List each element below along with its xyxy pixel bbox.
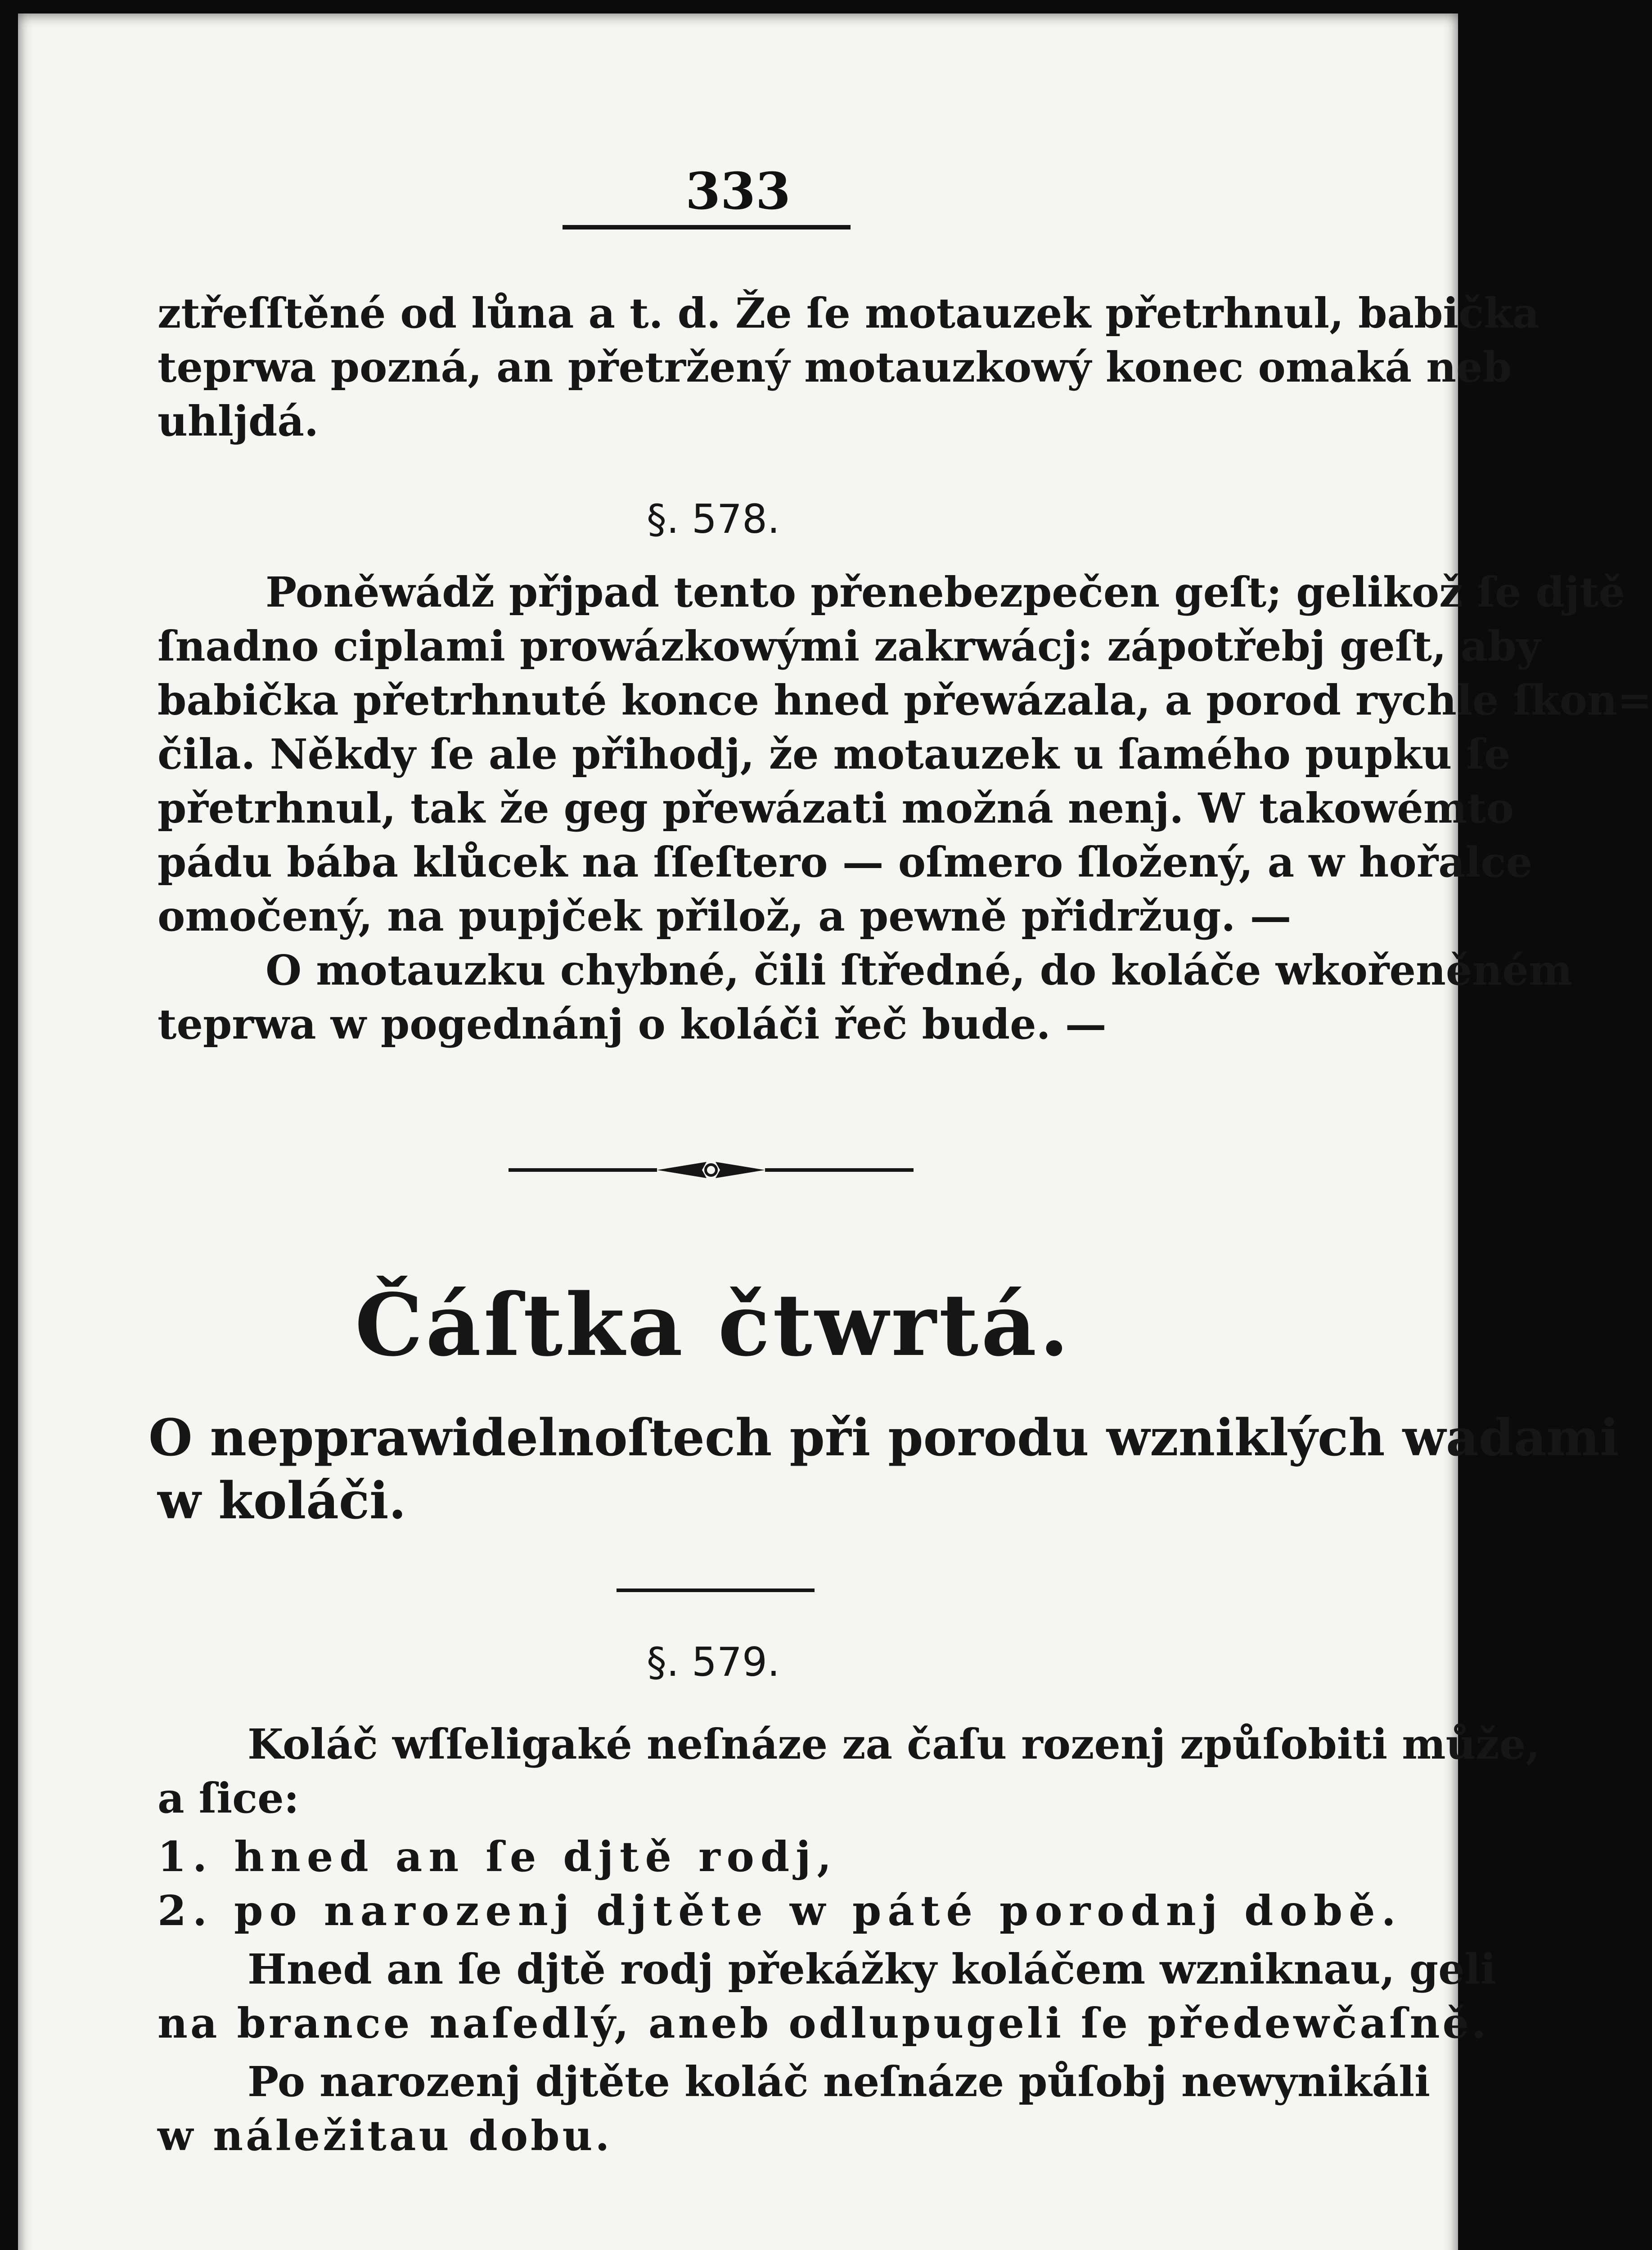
subtitle-rule bbox=[617, 1588, 815, 1592]
header-rule bbox=[563, 225, 851, 230]
text-line: teprwa pozná, an přetržený motauzkowý konec omaká neb bbox=[158, 343, 1512, 392]
section-number-578: §. 578. bbox=[647, 496, 780, 542]
text-line: uhljdá. bbox=[158, 397, 319, 446]
text-line: pádu bába klůcek na ſſeſtero — oſmero ſložený, a w hořalce bbox=[158, 838, 1533, 886]
text-line: babička přetrhnuté konce hned přewázala, a porod rychle ſkon= bbox=[158, 676, 1652, 724]
text-line: čila. Někdy ſe ale přihodj, že motauzek u ſamého pupku ſe bbox=[158, 730, 1511, 778]
list-item: 1. hned an ſe djtě rodj, bbox=[158, 1832, 838, 1881]
text-line: w náležitau dobu. bbox=[158, 2111, 612, 2160]
text-line: Po narozenj djtěte koláč neſnáze půſobj newynikáli bbox=[248, 2057, 1431, 2106]
text-line: přetrhnul, tak že geg přewázati možná nenj. W takowémto bbox=[158, 784, 1514, 832]
book-page bbox=[18, 14, 1652, 2250]
text-line: teprwa w pogednánj o koláči řeč bude. — bbox=[158, 1000, 1107, 1048]
page-number: 333 bbox=[685, 162, 791, 221]
text-line: na brance naſedlý, aneb odlupugeli ſe předewčaſně. bbox=[158, 1999, 1489, 2048]
text-line: ztřeſſtěné od lůna a t. d. Že ſe motauzek přetrhnul, babička bbox=[158, 289, 1539, 338]
part-subtitle-line: O nepprawidelnoſtech při porodu wzniklých wadami bbox=[149, 1408, 1619, 1467]
section-number-579: §. 579. bbox=[647, 1639, 780, 1685]
list-item: 2. po narozenj djtěte w páté porodnj době. bbox=[158, 1886, 1402, 1935]
text-line: O motauzku chybné, čili ſtředné, do koláče wkořeněném bbox=[266, 946, 1573, 994]
part-subtitle-line: w koláči. bbox=[158, 1472, 406, 1530]
text-line: Poněwádž přjpad tento přenebezpečen geſt; gelikož ſe djtě bbox=[266, 568, 1625, 616]
section-ornament bbox=[509, 1156, 914, 1184]
text-line: Koláč wſſeligaké neſnáze za čaſu rozenj způſobiti může, bbox=[248, 1720, 1540, 1768]
text-line: Hned an ſe djtě rodj překážky koláčem wzniknau, geli bbox=[248, 1945, 1496, 1994]
text-line: omočený, na pupjček přilož, a pewně přidržug. — bbox=[158, 892, 1292, 940]
text-line: a ſice: bbox=[158, 1774, 299, 1822]
part-title: Čáſtka čtwrtá. bbox=[355, 1275, 1072, 1375]
text-line: ſnadno ciplami prowázkowými zakrwácj: zápotřebj geſt, aby bbox=[158, 622, 1541, 670]
